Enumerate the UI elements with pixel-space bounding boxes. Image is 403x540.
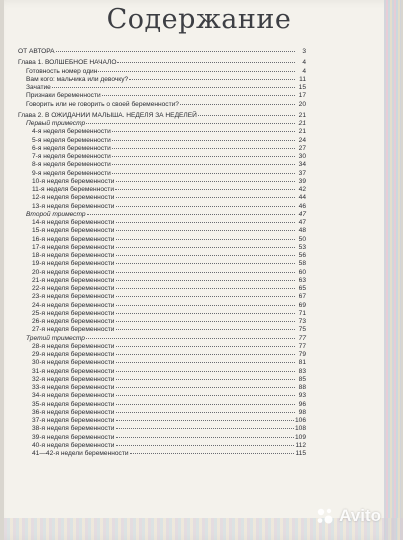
dot-leader xyxy=(116,389,296,396)
toc-entry-title: 19-я неделя беременности xyxy=(32,260,115,268)
toc-entry-page-number: 17 xyxy=(298,92,306,100)
dot-leader xyxy=(116,175,296,182)
toc-entry-page-number: 73 xyxy=(298,318,306,325)
toc-entry-page-number: 21 xyxy=(298,120,306,127)
toc-entry-title: 15-я неделя беременности xyxy=(32,227,115,235)
toc-entry-title: 33-я неделя беременности xyxy=(32,384,115,391)
decorative-stripes xyxy=(384,0,401,540)
toc-entry-title: 24-я неделя беременности xyxy=(32,301,115,309)
toc-entry-page-number: 53 xyxy=(298,243,306,251)
dot-leader xyxy=(112,150,295,157)
toc-entry-title: 8-я неделя беременности xyxy=(32,161,111,169)
toc-entry-title: 40-я неделя беременности xyxy=(32,441,115,449)
toc-entry-page-number: 67 xyxy=(298,293,306,301)
toc-entry-page-number: 21 xyxy=(298,128,306,136)
toc-entry-title: Вам кого: мальчика или девочку? xyxy=(26,75,129,83)
toc-entry-title: 26-я неделя беременности xyxy=(32,318,115,325)
toc-entry-page-number: 96 xyxy=(298,400,306,408)
toc-entry-page-number: 98 xyxy=(298,408,306,416)
toc-entry-page-number: 93 xyxy=(298,392,306,400)
dot-leader xyxy=(130,447,295,454)
toc-entry-title: Готовность номер один xyxy=(26,67,98,75)
dot-leader xyxy=(52,81,295,88)
dot-leader xyxy=(116,439,295,446)
table-of-contents xyxy=(18,46,306,456)
toc-entry-page-number: 109 xyxy=(294,433,306,441)
dot-leader xyxy=(116,414,294,421)
toc-entry-title: Говорить или не говорить о своей беременности? xyxy=(26,100,179,108)
toc-entry-title: Первый триместр xyxy=(26,120,86,127)
toc-entry-title: Третий триместр xyxy=(26,334,85,342)
dot-leader xyxy=(116,224,296,231)
toc-entry-title: 39-я неделя беременности xyxy=(32,433,115,441)
toc-entry-title: 7-я неделя беременности xyxy=(32,153,111,160)
toc-entry-page-number: 56 xyxy=(298,252,306,259)
toc-entry-page-number: 58 xyxy=(298,260,306,268)
toc-entry-page-number: 47 xyxy=(298,210,306,218)
toc-entry-title: 37-я неделя беременности xyxy=(32,417,115,424)
toc-entry-page-number: 50 xyxy=(298,235,306,243)
dot-leader xyxy=(116,233,296,240)
toc-entry-page-number: 81 xyxy=(298,359,306,367)
watermark-text: Avito xyxy=(339,506,381,525)
toc-entry-page-number: 30 xyxy=(298,153,306,160)
toc-entry-page-number: 63 xyxy=(298,276,306,284)
dot-leader xyxy=(116,282,296,289)
dot-leader xyxy=(116,398,296,405)
dot-leader xyxy=(56,45,295,52)
toc-entry-page-number: 46 xyxy=(298,202,306,210)
toc-entry xyxy=(18,448,306,456)
toc-entry-page-number: 69 xyxy=(298,301,306,309)
toc-entry-page-number: 79 xyxy=(298,351,306,358)
toc-entry-title: Глава 2. В ОЖИДАНИИ МАЛЫША. НЕДЕЛЯ ЗА НЕДЕЛЕЙ xyxy=(18,111,197,119)
toc-entry-title: 14-я неделя беременности xyxy=(32,219,115,226)
toc-entry-title: Зачатие xyxy=(26,84,51,91)
toc-entry-title: 30-я неделя беременности xyxy=(32,359,115,367)
toc-entry-title: Признаки беременности xyxy=(26,92,101,100)
page-title: Содержание xyxy=(106,4,292,35)
dot-leader xyxy=(116,323,296,330)
dot-leader xyxy=(116,200,296,207)
toc-entry-page-number: 37 xyxy=(298,169,306,177)
dot-leader xyxy=(112,142,295,149)
toc-entry-title: 18-я неделя беременности xyxy=(32,252,115,259)
dot-leader xyxy=(116,266,296,273)
toc-entry-title: 28-я неделя беременности xyxy=(32,342,115,350)
toc-entry-title: 17-я неделя беременности xyxy=(32,243,115,251)
dot-leader xyxy=(116,249,296,256)
toc-entry-title: 23-я неделя беременности xyxy=(32,293,115,301)
toc-entry-title: 5-я неделя беременности xyxy=(32,136,111,144)
dot-leader xyxy=(116,191,296,198)
toc-entry-page-number: 15 xyxy=(298,84,306,91)
toc-entry-page-number: 60 xyxy=(298,268,306,276)
toc-entry-title: 25-я неделя беременности xyxy=(32,309,115,317)
toc-entry-title: 36-я неделя беременности xyxy=(32,408,115,416)
dot-leader xyxy=(116,290,296,297)
dot-leader xyxy=(116,356,296,363)
dot-leader xyxy=(115,183,295,190)
dot-leader xyxy=(129,73,295,80)
toc-entry-page-number: 108 xyxy=(294,425,306,433)
toc-entry-page-number: 4 xyxy=(302,59,306,67)
toc-entry-title: 4-я неделя беременности xyxy=(32,128,111,136)
dot-leader xyxy=(112,167,295,174)
toc-entry-title: 13-я неделя беременности xyxy=(32,202,115,210)
toc-entry-page-number: 11 xyxy=(299,75,306,83)
toc-entry-page-number: 106 xyxy=(294,417,306,424)
toc-entry-page-number: 83 xyxy=(298,367,306,375)
toc-entry-page-number: 27 xyxy=(298,144,306,152)
toc-entry-title: Второй триместр xyxy=(26,210,86,218)
toc-entry-page-number: 71 xyxy=(298,309,306,317)
toc-entry-title: 34-я неделя беременности xyxy=(32,392,115,400)
toc-entry-page-number: 115 xyxy=(295,450,306,457)
dot-leader xyxy=(98,65,295,72)
toc-entry-page-number: 77 xyxy=(298,342,306,350)
dot-leader xyxy=(116,348,296,355)
dot-leader xyxy=(116,340,296,347)
toc-entry-title: 21-я неделя беременности xyxy=(32,276,115,284)
toc-entry-page-number: 20 xyxy=(298,100,306,108)
dot-leader xyxy=(116,431,294,438)
toc-entry-title: 10-я неделя беременности xyxy=(32,177,115,185)
toc-entry xyxy=(18,99,306,107)
dot-leader xyxy=(112,158,295,165)
toc-entry-page-number: 24 xyxy=(298,136,306,144)
toc-entry-page-number: 75 xyxy=(298,326,306,334)
toc-entry-page-number: 4 xyxy=(302,67,306,75)
toc-entry-title: 32-я неделя беременности xyxy=(32,375,115,383)
dot-leader xyxy=(86,332,295,339)
toc-entry-title: 20-я неделя беременности xyxy=(32,268,115,276)
dot-leader xyxy=(116,365,296,372)
toc-entry-page-number: 21 xyxy=(298,111,306,119)
dot-leader xyxy=(116,307,296,314)
dot-leader xyxy=(86,117,295,124)
toc-entry-title: 31-я неделя беременности xyxy=(32,367,115,375)
toc-entry-title: ОТ АВТОРА xyxy=(18,48,55,55)
toc-entry-title: 29-я неделя беременности xyxy=(32,351,115,358)
avito-watermark xyxy=(315,506,381,526)
dot-leader xyxy=(87,208,295,215)
dot-leader xyxy=(198,109,295,116)
dot-leader xyxy=(116,315,296,322)
toc-entry-page-number: 3 xyxy=(302,48,306,55)
toc-entry-page-number: 48 xyxy=(298,227,306,235)
toc-entry-title: 41—42-я недели беременности xyxy=(32,450,129,457)
dot-leader xyxy=(116,257,296,264)
toc-entry-page-number: 39 xyxy=(298,177,306,185)
dot-leader xyxy=(102,89,295,96)
dot-leader xyxy=(116,299,296,306)
toc-entry-title: 35-я неделя беременности xyxy=(32,400,115,408)
dot-leader xyxy=(116,381,296,388)
dot-leader xyxy=(116,422,294,429)
toc-entry-title: 6-я неделя беременности xyxy=(32,144,111,152)
toc-entry xyxy=(18,46,306,54)
dot-leader xyxy=(116,406,296,413)
toc-entry-page-number: 85 xyxy=(298,375,306,383)
toc-entry-page-number: 42 xyxy=(298,186,306,193)
book-page xyxy=(4,0,401,540)
toc-entry-title: Глава 1. ВОЛШЕБНОЕ НАЧАЛО xyxy=(18,59,117,67)
dot-leader xyxy=(112,125,295,132)
toc-entry-page-number: 47 xyxy=(298,219,306,226)
dot-leader xyxy=(180,98,295,105)
toc-entry-page-number: 77 xyxy=(298,334,306,342)
dot-leader xyxy=(112,134,295,141)
toc-entry-page-number: 88 xyxy=(298,384,306,391)
toc-entry-page-number: 34 xyxy=(298,161,306,169)
toc-entry-title: 16-я неделя беременности xyxy=(32,235,115,243)
toc-entry-page-number: 44 xyxy=(298,194,306,202)
toc-entry-title: 12-я неделя беременности xyxy=(32,194,115,202)
toc-entry-title: 22-я неделя беременности xyxy=(32,285,115,292)
avito-logo-icon xyxy=(315,506,335,526)
toc-entry-title: 11-я неделя беременности xyxy=(32,186,115,193)
toc-entry-page-number: 65 xyxy=(298,285,306,292)
toc-entry-title: 27-я неделя беременности xyxy=(32,326,115,334)
dot-leader xyxy=(116,274,296,281)
dot-leader xyxy=(116,241,296,248)
dot-leader xyxy=(116,216,296,223)
toc-entry-title: 38-я неделя беременности xyxy=(32,425,115,433)
dot-leader xyxy=(117,56,295,63)
toc-entry-page-number: 112 xyxy=(295,441,306,449)
dot-leader xyxy=(116,373,296,380)
toc-entry-title: 9-я неделя беременности xyxy=(32,169,111,177)
